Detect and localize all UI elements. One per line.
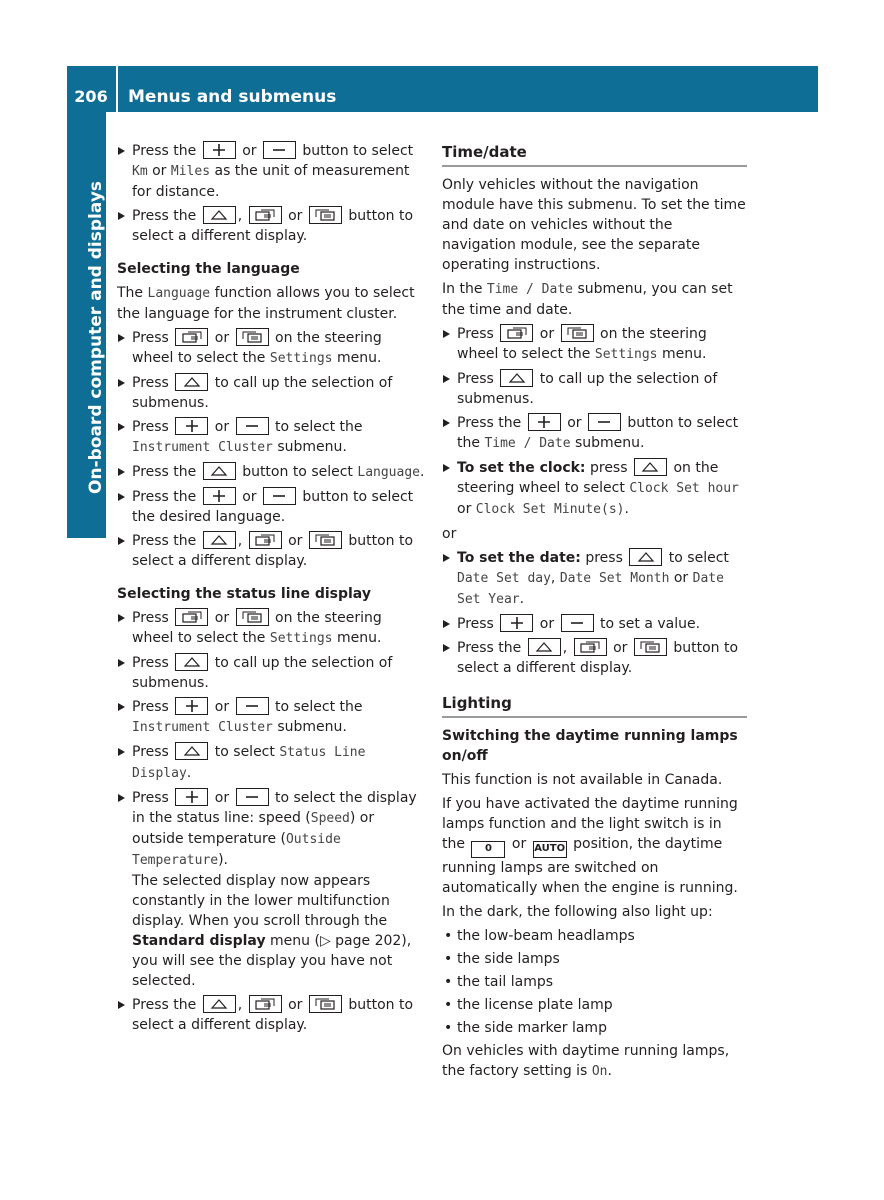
header-bar [67, 66, 818, 112]
step: Press the , or button to select a different display. [442, 638, 747, 678]
back-button-icon [500, 369, 533, 387]
list-item: • the side lamps [442, 949, 747, 969]
paragraph: If you have activated the daytime running lamps function and the light switch is in the 0 or AUTO position, the daytime running lamps are switched on automatically when the engine is running. [442, 796, 738, 896]
step: To set the date: press to select Date Set day, Date Set Month or Date Set Year. [442, 548, 747, 610]
back-button-icon [175, 653, 208, 671]
step: Press to call up the selection of submenus. [117, 653, 425, 693]
section-title-time-date: Time/date [442, 141, 747, 167]
next-page-button-icon [236, 328, 269, 346]
back-button-icon [175, 373, 208, 391]
previous-page-button-icon [249, 995, 282, 1013]
section-heading: Selecting the status line display [117, 586, 371, 602]
back-button-icon [175, 742, 208, 760]
next-page-button-icon [309, 995, 342, 1013]
paragraph: On vehicles with daytime running lamps, the factory setting is On. [442, 1043, 730, 1079]
step: Press the , or button to select a different display. [117, 531, 425, 571]
back-button-icon [634, 458, 667, 476]
plus-button-icon [203, 487, 236, 505]
back-button-icon [203, 462, 236, 480]
step: Press the , or button to select a different display. [117, 995, 425, 1035]
back-button-icon [203, 995, 236, 1013]
step: Press the or button to select Km or Miles as the unit of measurement for distance. [117, 141, 425, 202]
plus-button-icon [500, 614, 533, 632]
minus-button-icon [236, 697, 269, 715]
step: Press or to select the Instrument Cluster submenu. [117, 417, 425, 458]
page-title: Menus and submenus [128, 87, 337, 107]
back-button-icon [203, 531, 236, 549]
step: Press the , or button to select a different display. [117, 206, 425, 246]
next-page-button-icon [561, 324, 594, 342]
back-button-icon [629, 548, 662, 566]
light-switch-auto-position: AUTO [533, 841, 567, 858]
plus-button-icon [175, 788, 208, 806]
or-separator: or [442, 526, 457, 542]
paragraph: The Language function allows you to select the language for the instrument cluster. [117, 285, 415, 322]
light-switch-off-position: 0 [471, 841, 505, 858]
minus-button-icon [236, 417, 269, 435]
section-heading: Switching the daytime running lamps on/off [442, 728, 738, 764]
list-item: • the license plate lamp [442, 995, 747, 1015]
next-page-button-icon [634, 638, 667, 656]
previous-page-button-icon [574, 638, 607, 656]
minus-button-icon [588, 413, 621, 431]
step: Press or on the steering wheel to select the Settings menu. [117, 328, 425, 369]
minus-button-icon [263, 141, 296, 159]
step: Press to select Status Line Display. [117, 742, 425, 784]
step: To set the clock: press on the steering wheel to select Clock Set hour or Clock Set Minute(s). [442, 458, 747, 520]
minus-button-icon [263, 487, 296, 505]
step: Press or to select the Instrument Cluster submenu. [117, 697, 425, 738]
chapter-label: On-board computer and displays [86, 180, 106, 494]
paragraph: In the dark, the following also light up: [442, 904, 713, 920]
previous-page-button-icon [175, 608, 208, 626]
section-heading: Selecting the language [117, 261, 300, 277]
step: Press the button to select Language. [117, 462, 425, 483]
paragraph: This function is not available in Canada. [442, 772, 723, 788]
plus-button-icon [528, 413, 561, 431]
next-page-button-icon [236, 608, 269, 626]
minus-button-icon [561, 614, 594, 632]
plus-button-icon [203, 141, 236, 159]
next-page-button-icon [309, 206, 342, 224]
list-item: • the side marker lamp [442, 1018, 747, 1038]
step: Press to call up the selection of submenus. [117, 373, 425, 413]
paragraph: In the Time / Date submenu, you can set the time and date. [442, 281, 733, 318]
back-button-icon [203, 206, 236, 224]
step: Press or on the steering wheel to select the Settings menu. [442, 324, 747, 365]
plus-button-icon [175, 417, 208, 435]
minus-button-icon [236, 788, 269, 806]
next-page-button-icon [309, 531, 342, 549]
back-button-icon [528, 638, 561, 656]
step: Press or on the steering wheel to select the Settings menu. [117, 608, 425, 649]
list-item: • the low-beam headlamps [442, 926, 747, 946]
step: Press the or button to select the desired language. [117, 487, 425, 527]
previous-page-button-icon [249, 206, 282, 224]
previous-page-button-icon [249, 531, 282, 549]
step: Press or to select the display in the status line: speed (Speed) or outside temperature (Outside Temperature). The selected display now appears constantly in the lower multifunction display. When you scroll through the Standard display menu (▷ page 202), you will see the display you have not selected. [117, 788, 425, 991]
plus-button-icon [175, 697, 208, 715]
right-column [442, 141, 747, 1086]
step: Press the or button to select the Time / Date submenu. [442, 413, 747, 454]
header-divider [116, 66, 118, 112]
chapter-side-tab [67, 112, 106, 538]
list-item: • the tail lamps [442, 972, 747, 992]
step: Press to call up the selection of submenus. [442, 369, 747, 409]
previous-page-button-icon [175, 328, 208, 346]
section-title-lighting: Lighting [442, 692, 747, 718]
previous-page-button-icon [500, 324, 533, 342]
left-column [117, 141, 425, 1039]
paragraph: Only vehicles without the navigation module have this submenu. To set the time and date on vehicles without the navigation module, see the separate operating instructions. [442, 177, 746, 273]
step: Press or to set a value. [442, 614, 747, 634]
page-number: 206 [74, 87, 108, 106]
